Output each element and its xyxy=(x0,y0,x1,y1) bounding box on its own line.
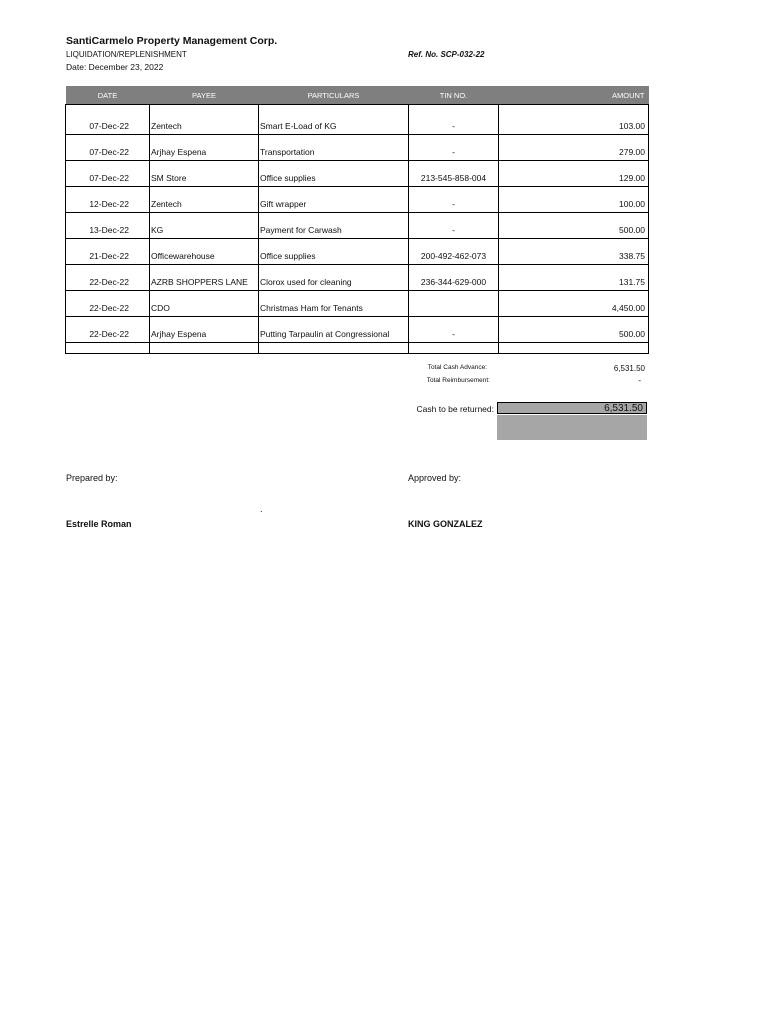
company-name: SantiCarmelo Property Management Corp. xyxy=(66,35,278,47)
total-cash-advance-label: Total Cash Advance: xyxy=(427,364,487,371)
amount-cell: 500.00 xyxy=(499,317,649,343)
stray-dot: . xyxy=(260,504,263,514)
particulars-cell: Office supplies xyxy=(259,161,409,187)
table-header-row xyxy=(66,86,649,105)
tin-cell: - xyxy=(409,105,499,135)
empty-cell xyxy=(66,343,150,354)
cash-to-be-returned-value: 6,531.50 xyxy=(497,402,647,414)
amount-cell: 500.00 xyxy=(499,213,649,239)
prepared-by-label: Prepared by: xyxy=(66,473,118,483)
col-header-date: DATE xyxy=(66,86,150,105)
date-cell: 21-Dec-22 xyxy=(66,239,150,265)
empty-cell xyxy=(409,343,499,354)
document-date: Date: December 23, 2022 xyxy=(66,62,164,72)
col-header-particulars: PARTICULARS xyxy=(259,86,409,105)
particulars-cell: Clorox used for cleaning xyxy=(259,265,409,291)
cash-to-be-returned-label: Cash to be returned: xyxy=(416,404,494,414)
empty-cell xyxy=(259,343,409,354)
tin-cell: - xyxy=(409,187,499,213)
tin-cell: - xyxy=(409,135,499,161)
payee-cell: Arjhay Espena xyxy=(150,317,259,343)
payee-cell: Zentech xyxy=(150,105,259,135)
prepared-by-name: Estrelle Roman xyxy=(66,519,132,529)
tin-cell: 213-545-858-004 xyxy=(409,161,499,187)
particulars-cell: Smart E-Load of KG xyxy=(259,105,409,135)
tin-cell: 200-492-462-073 xyxy=(409,239,499,265)
payee-cell: SM Store xyxy=(150,161,259,187)
date-cell: 07-Dec-22 xyxy=(66,105,150,135)
table-row xyxy=(66,135,649,161)
particulars-cell: Putting Tarpaulin at Congressional xyxy=(259,317,409,343)
table-row-empty xyxy=(66,343,649,354)
particulars-cell: Transportation xyxy=(259,135,409,161)
col-header-tin: TIN NO. xyxy=(409,86,499,105)
total-reimbursement-value: - xyxy=(638,376,641,385)
amount-cell: 4,450.00 xyxy=(499,291,649,317)
col-header-amount: AMOUNT xyxy=(499,86,649,105)
liquidation-table xyxy=(65,86,649,354)
payee-cell: Arjhay Espena xyxy=(150,135,259,161)
document-subtitle: LIQUIDATION/REPLENISHMENT xyxy=(66,50,187,59)
date-cell: 07-Dec-22 xyxy=(66,161,150,187)
table-row xyxy=(66,265,649,291)
amount-cell: 338.75 xyxy=(499,239,649,265)
col-header-payee: PAYEE xyxy=(150,86,259,105)
reference-number: Ref. No. SCP-032-22 xyxy=(408,50,485,59)
date-cell: 13-Dec-22 xyxy=(66,213,150,239)
particulars-cell: Gift wrapper xyxy=(259,187,409,213)
table-row xyxy=(66,317,649,343)
payee-cell: CDO xyxy=(150,291,259,317)
approved-by-label: Approved by: xyxy=(408,473,462,483)
shaded-cell xyxy=(497,415,647,440)
table-row xyxy=(66,239,649,265)
amount-cell: 103.00 xyxy=(499,105,649,135)
date-cell: 22-Dec-22 xyxy=(66,265,150,291)
approved-by-name: KING GONZALEZ xyxy=(408,519,483,529)
total-reimbursement-label: Total Reimbursement: xyxy=(426,377,490,384)
payee-cell: Officewarehouse xyxy=(150,239,259,265)
amount-cell: 131.75 xyxy=(499,265,649,291)
amount-cell: 279.00 xyxy=(499,135,649,161)
payee-cell: Zentech xyxy=(150,187,259,213)
payee-cell: KG xyxy=(150,213,259,239)
table-row xyxy=(66,291,649,317)
particulars-cell: Office supplies xyxy=(259,239,409,265)
particulars-cell: Christmas Ham for Tenants xyxy=(259,291,409,317)
date-cell: 12-Dec-22 xyxy=(66,187,150,213)
payee-cell: AZRB SHOPPERS LANE xyxy=(150,265,259,291)
empty-cell xyxy=(150,343,259,354)
total-cash-advance-value: 6,531.50 xyxy=(613,364,645,373)
amount-cell: 129.00 xyxy=(499,161,649,187)
amount-cell: 100.00 xyxy=(499,187,649,213)
table-row xyxy=(66,161,649,187)
tin-cell xyxy=(409,291,499,317)
particulars-cell: Payment for Carwash xyxy=(259,213,409,239)
table-row xyxy=(66,105,649,135)
table-row xyxy=(66,213,649,239)
date-cell: 22-Dec-22 xyxy=(66,291,150,317)
date-cell: 22-Dec-22 xyxy=(66,317,150,343)
table-row xyxy=(66,187,649,213)
empty-cell xyxy=(499,343,649,354)
tin-cell: - xyxy=(409,317,499,343)
date-cell: 07-Dec-22 xyxy=(66,135,150,161)
tin-cell: - xyxy=(409,213,499,239)
tin-cell: 236-344-629-000 xyxy=(409,265,499,291)
